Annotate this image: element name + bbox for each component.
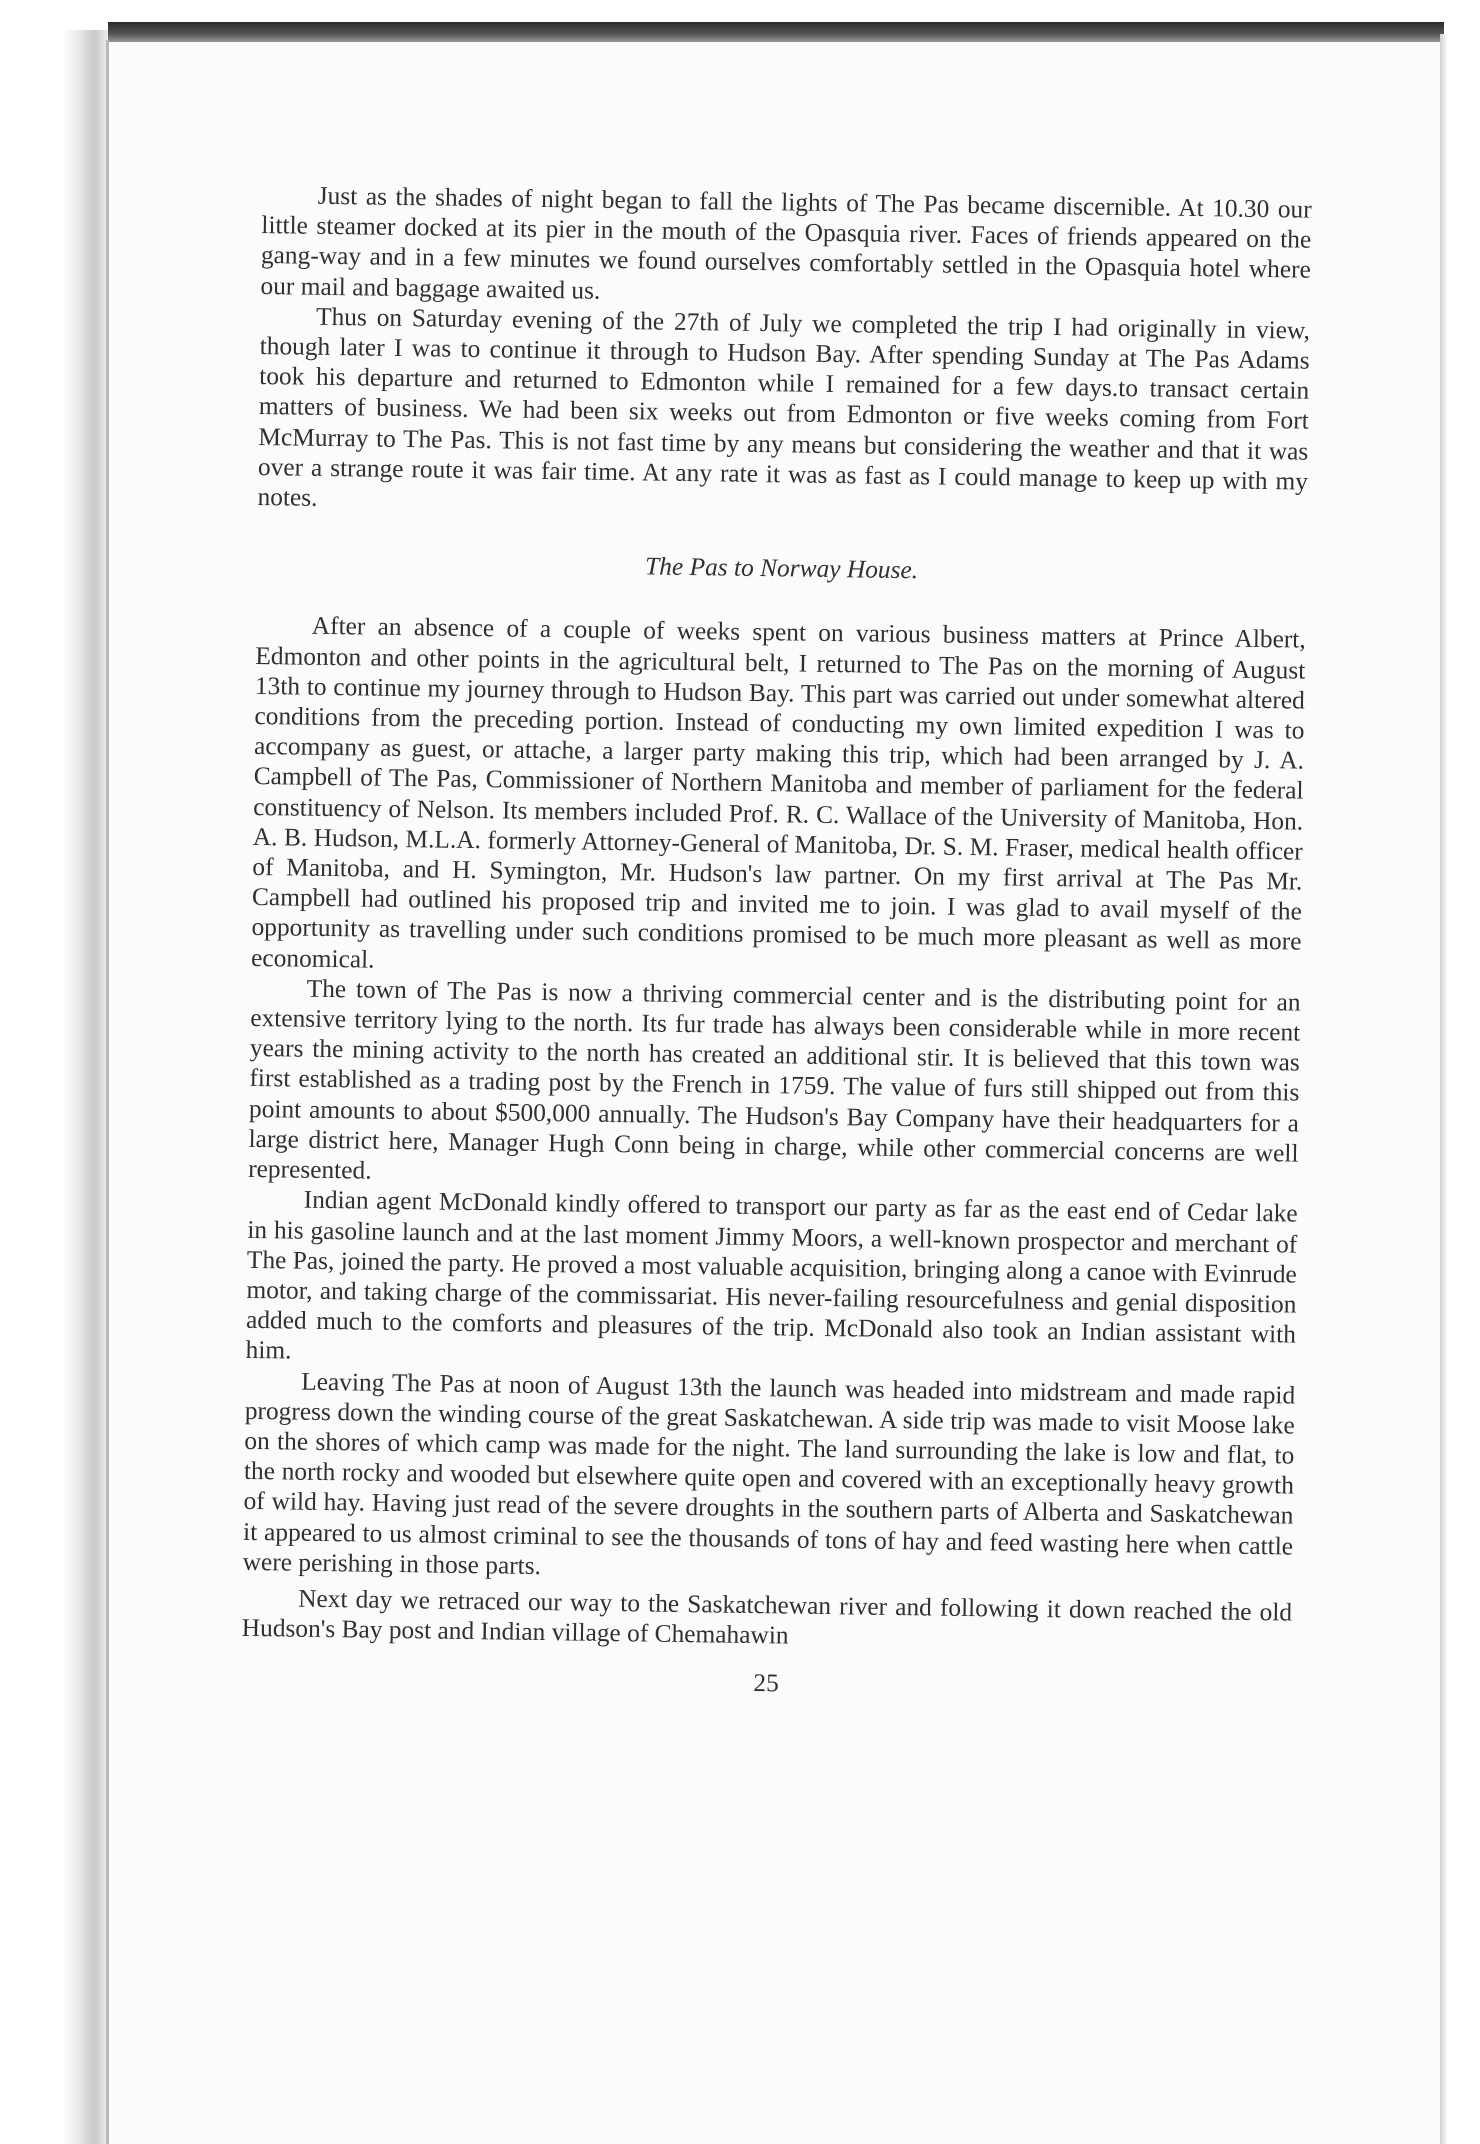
section-heading: The Pas to Norway House. [644,552,919,585]
page-right-edge [1440,34,1448,2144]
page-gutter-line [106,40,109,2144]
paragraph-leaving-the-pas: Leaving The Pas at noon of August 13th the launch was headed into midstream and made rapid progress down the winding course of the great Saskatchewan. A side trip was made to visit Moose lake on the shores of which camp was made for the night. The land surrounding the lake is low and flat, to the north rocky and wooded but elsewhere quite open and covered with an exceptionally heavy growth of wild hay. Having just read of the severe droughts in the southern parts of Alberta and Saskatchewan it appeared to us almost criminal to see the thousands of tons of hay and feed wasting here when cattle were perishing in those parts. [242,1367,1296,1580]
paragraph-arrival-the-pas: Just as the shades of night began to fall the lights of The Pas became discernible. At 10.30 our little steamer docked at its pier in the mouth of the Opasquia river. Faces of friends appeared on the gang-way and in a few minutes we found ourselves comfortably settled in the Opasquia hotel where our mail and baggage awaited us. [260,181,1312,305]
paragraph-next-day: Next day we retraced our way to the Saskatchewan river and following it down reached the old Hudson's Bay post and Indian village of Chemahawin [241,1584,1293,1650]
paragraph-indian-agent: Indian agent McDonald kindly offered to transport our party as far as the east end of Cedar lake in his gasoline launch and at the last moment Jimmy Moors, a well-known prospector and merchant of The Pas, joined the party. He proved a most valuable acquisition, bringing along a canoe with Evinrude motor, and taking charge of the commissariat. His never-failing resourcefulness and genial disposition added much to the comforts and pleasures of the trip. McDonald also took an Indian assistant with him. [245,1185,1298,1365]
book-binding-edge [108,22,1444,42]
paragraph-return-to-the-pas: After an absence of a couple of weeks spent on various business matters at Prince Albert, Edmonton and other points in the agricultural belt, I returned to The Pas on the morning of August 13th to continue my journey through to Hudson Bay. This part was carried out under somewhat altered conditions from the preceding portion. Instead of conducting my own limited expedition I was to accompany as guest, or attache, a larger party making this trip, which had been arranged by J. A. Campbell of The Pas, Commissioner of Northern Manitoba and member of parliament for the federal constituency of Nelson. Its members included Prof. R. C. Wallace of the University of Manitoba, Hon. A. B. Hudson, M.L.A. formerly Attorney-General of Manitoba, Dr. S. M. Fraser, medical health officer of Manitoba, and H. Symington, Mr. Hudson's law partner. On my first arrival at The Pas Mr. Campbell had outlined his proposed trip and invited me to join. I was glad to avail myself of the opportunity as travelling under such conditions promised to be much more pleasant as well as more economical. [250,612,1306,974]
paragraph-town-description: The town of The Pas is now a thriving commercial center and is the distributing point for an extensive territory lying to the north. Its fur trade has always been considerable while in more recent years the mining activity to the north has created an additional stir. It is believed that this town was first established as a trading post by the French in 1759. The value of furs still shipped out from this point amounts to about $500,000 annually. The Hudson's Bay Company have their headquarters for a large district here, Manager Hugh Conn being in charge, while other commercial concerns are well represented. [247,974,1301,1185]
page-text-block [241,180,1312,1706]
book-spine-shadow [62,30,108,2144]
paragraph-trip-completed: Thus on Saturday evening of the 27th of July we completed the trip I had originally in view, though later I was to continue it through to Hudson Bay. After spending Sunday at The Pas Adams took his departure and returned to Edmonton while I remained for a few days.to transact certain matters of business. We had been six weeks out from Edmonton or five weeks coming from Fort McMurray to The Pas. This is not fast time by any means but considering the weather and that it was over a strange route it was fair time. At any rate it was as fast as I could manage to keep up with my notes. [257,302,1311,512]
page-number: 25 [753,1669,779,1698]
